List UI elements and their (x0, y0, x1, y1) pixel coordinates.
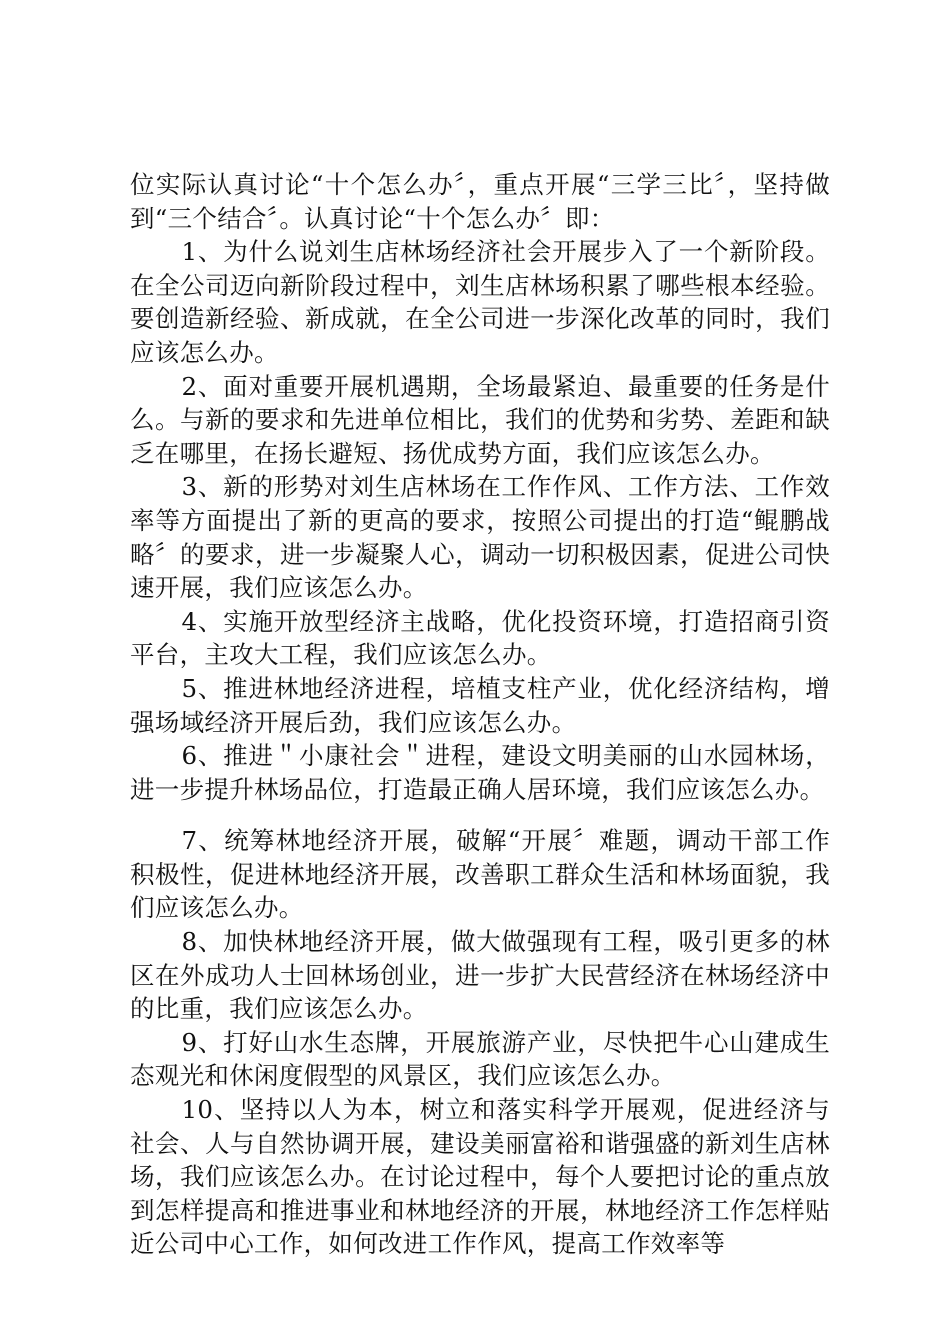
paragraph-intro: 位实际认真讨论“十个怎么办〞，重点开展“三学三比〞，坚持做到“三个结合〞。认真讨论“十个怎么办〞即： (130, 170, 830, 233)
paragraph-item-10: 10、坚持以人为本，树立和落实科学开展观，促进经济与社会、人与自然协调开展，建设美丽富裕和谐强盛的新刘生店林场，我们应该怎么办。在讨论过程中，每个人要把讨论的重点放到怎样提高和推进事业和林地经济的开展，林地经济工作怎样贴近公司中心工作，如何改进工作作风，提高工作效率等 (130, 1095, 830, 1259)
paragraph-item-1: 1、为什么说刘生店林场经济社会开展步入了一个新阶段。在全公司迈向新阶段过程中，刘生店林场积累了哪些根本经验。要创造新经验、新成就，在全公司进一步深化改革的同时，我们应该怎么办。 (130, 237, 830, 367)
paragraph-item-3: 3、新的形势对刘生店林场在工作作风、工作方法、工作效率等方面提出了新的更高的要求，按照公司提出的打造“鲲鹏战略〞的要求，进一步凝聚人心，调动一切积极因素，促进公司快速开展，我们应该怎么办。 (130, 472, 830, 603)
paragraph-item-4: 4、实施开放型经济主战略，优化投资环境，打造招商引资平台，主攻大工程，我们应该怎么办。 (130, 606, 830, 670)
paragraph-item-9: 9、打好山水生态牌，开展旅游产业，尽快把牛心山建成生态观光和休闲度假型的风景区，我们应该怎么办。 (130, 1027, 830, 1091)
paragraph-item-6: 6、推进＂小康社会＂进程，建设文明美丽的山水园林场，进一步提升林场品位，打造最正确人居环境，我们应该怎么办。 (130, 741, 830, 804)
document-body (130, 168, 830, 1261)
paragraph-item-5: 5、推进林地经济进程，培植支柱产业，优化经济结构，增强场域经济开展后劲，我们应该怎么办。 (130, 673, 830, 737)
paragraph-item-2: 2、面对重要开展机遇期，全场最紧迫、最重要的任务是什么。与新的要求和先进单位相比，我们的优势和劣势、差距和缺乏在哪里，在扬长避短、扬优成势方面，我们应该怎么办。 (130, 371, 830, 468)
paragraph-item-7: 7、统筹林地经济开展，破解“开展〞难题，调动干部工作积极性，促进林地经济开展，改善职工群众生活和林场面貌，我们应该怎么办。 (130, 826, 830, 923)
paragraph-item-8: 8、加快林地经济开展，做大做强现有工程，吸引更多的林区在外成功人士回林场创业，进一步扩大民营经济在林场经济中的比重，我们应该怎么办。 (130, 927, 830, 1024)
